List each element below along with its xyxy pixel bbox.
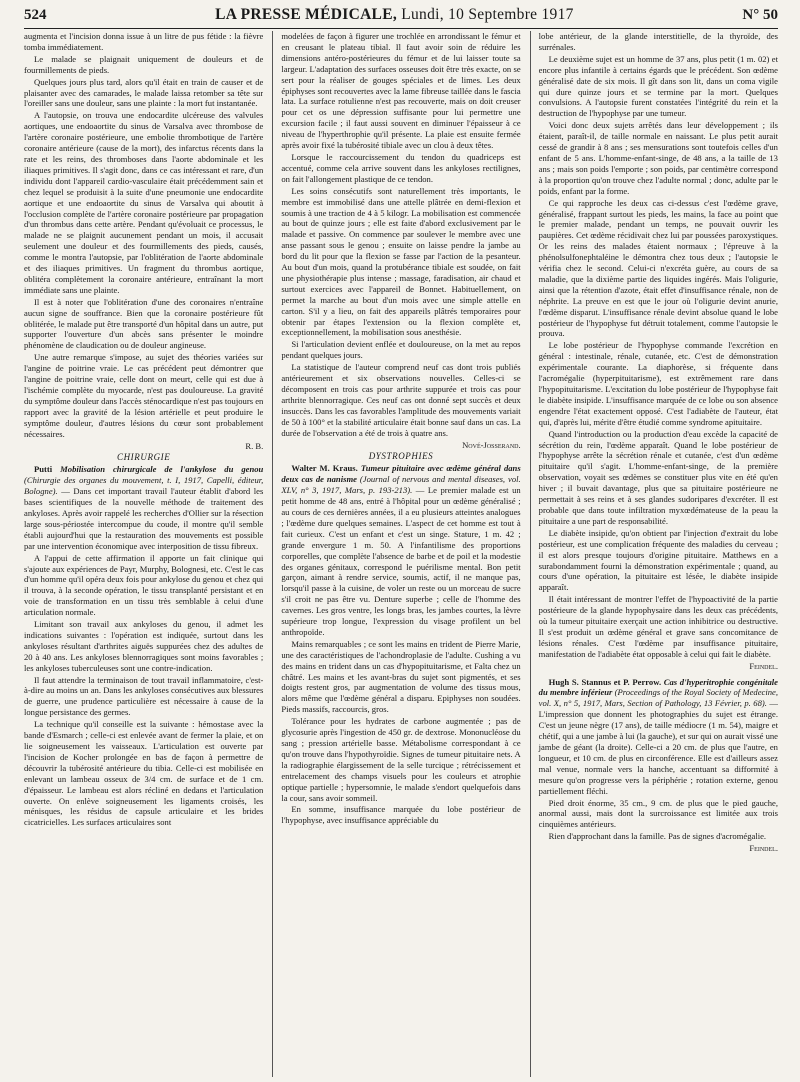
paragraph: modelées de façon à figurer une trochlée en arrondissant le fémur et en creusant le plateau tibial. Il faut avoir soin de réduire les dimensions antéro-postérieures du fémur et de lui laisser toute sa largeur. L'adaptation des surfaces osseuses doit être très exacte, on se sert pour la réaliser de gouges spéciales et de limes. Les deux épiphyses sont recouvertes avec la lame fibreuse taillée dans le fascia lata. La surface rotulienne n'est pas recouverte, mais on doit creuser pour cet os une dépression suffisante pour lui permettre une excursion facile ; il faut aussi souvent en diminuer l'épaisseur à ce niveau de l'hyperthrophie qu'il présente. La plaie est ensuite fermée après avoir fixé la tubérosité tibiale avec un clou à deux têtes. [281,31,521,151]
paragraph: Les soins consécutifs sont naturellement très importants, le membre est immobilisé dans une attelle plâtrée en demi-flexion et soumis à une traction de 4 à 5 kilogr. La mobilisation est commencée au bout de quinze jours ; elle est faite d'abord exclusivement par le malade et passive. On commence par soulever le membre avec une anse passant sous le genou ; ensuite on laisse pendre la jambe au bord du lit pour que la flexion se fasse par l'action de la pesanteur. Au bout d'un mois, quand la protubérance tibiale est soudée, on fait une physiothérapie plus intense ; massage, faradisation, air chaud et surtout exercices avec l'appareil de Bonnet. Habituellement, on permet la marche au bout d'un mois avec une simple attelle en carton. S'il y a lieu, on fait des appareils plâtrés temporaires pour obtenir par étapes l'extension ou la flexion complète et, exceptionnellement, la mobilisation sous anesthésie. [281,185,521,338]
paragraph: Quelques jours plus tard, alors qu'il était en train de causer et de plaisanter avec des camarades, le malade laissa retomber sa tête sur l'oreiller sans une douleur, sans une plainte : la mort fut instantanée. [24,76,264,109]
paragraph: Mains remarquables ; ce sont les mains en trident de Pierre Marie, une des caractéristiques de l'achondroplasie de l'adulte. Cushing a vu des mains en trident dans un cas d'hypopituitarisme, et Falta chez un châtré. Les mains et les avant-bras du sujet sont pigmentés, et ses doigts restent gros, par augmentation de volume des tissus mous, alors même que l'œdème général a disparu. Epiphyses non soudées. Pieds massifs, raccourcis, gros. [281,638,521,715]
paragraph: A l'autopsie, on trouva une endocardite ulcéreuse des valvules aortiques, une endoaortite du sinus de Varsalva avec thrombose de l'artère coronaire postérieure, une embolie thrombotique de l'artère coronaire antérieure (cause de la mort), des infarctus récents dans la rate et les reins, des thromboses dans l'aorte abdominale et les iliaques primitives. Il s'agit donc, dans ce cas intéressant et rare, d'un individu dont l'appareil cardio-vasculaire était précédemment sain et chez lequel se produisit à la suite d'une pneumonie une endocardite aortique et une endoaortite du sinus de Varsalva qui aboutit à l'occlusion complète de l'artère coronaire postérieure par propagation d'un thrombus dans cette artère. Pendant qu'évoluait ce processus, le malade ne se plaignit aucunement pendant un mois, il accusait seulement une douleur et des fourmillements des pieds, causés, comme le montra l'autopsie, par l'oblitération de l'aorte abdominale et des iliaques primitives. Un fragment du thrombus aortique, oblitéra complètement la coronaire antérieure, entraînant la mort immédiate sans une plainte. [24,110,264,295]
paragraph: lobe antérieur, de la glande interstitielle, de la thyroïde, des surrénales. [538,31,778,52]
column-1 [24,31,263,1077]
paragraph: En somme, insuffisance marquée du lobe postérieur de l'hypophyse, avec insuffisance appréciable du [281,804,521,826]
paragraph: Le deuxième sujet est un homme de 37 ans, plus petit (1 m. 02) et encore plus infantile à certains égards que le précédent. Son œdème généralisé date de six mois. Il gît dans son lit, dans un coma vigile qui dure quinze jours et se termine par la mort. Quelques convulsions. A l'autopsie furent constatées l'intégrité du rein et la destruction de l'hypophyse par une tumeur. [538,53,778,119]
running-title [215,6,574,24]
paragraph: La technique qu'il conseille est la suivante : hémostase avec la bande d'Esmarch ; celle-ci est enlevée avant de fermer la plaie, et on lie soigneusement les vaisseaux. L'articulation est ouverte par l'incision de Kocher prolongée en bas de façon à permettre de découvrir la tubérosité antérieure du tibia. Celle-ci est mobilisée en enlevant un lambeau osseux de 3/4 cm. de surface et de 1 cm. d'épaisseur. Le lambeau est alors récliné en dedans et l'articulation ouverte. On enlève soigneusement les ligaments croisés, les ménisques, les résidus de capsule articulaire et les brides cicatricielles. Les surfaces articulaires sont [24,719,264,828]
article-author: Putti [34,464,53,475]
article-heading [539,677,778,797]
author-signature: R. B. [245,440,264,451]
author-signature: Feindel. [749,843,778,854]
paragraph: Ce qui rapproche les deux cas ci-dessus c'est l'œdème grave, généralisé, frappant surtout les pieds, les mains, la face au point que le premier malade, pendant un temps, ne pouvait ouvrir les paupières. Cet œdème récidivait chez lui par poussées paroxystiques. Or les reins des malades étaient normaux ; l'épreuve à la phénolsulfonephtaléine le démontra chez tous deux ; l'autopsie le vérifia chez le second. Celui-ci n'excréta guère, au cours de sa maladie, que la dixième partie des liquides ingérés. Mais l'oligurie, ainsi que la rétention d'azote, était effet d'insuffisance rénale, non de néphrite. La preuve en est que le jour où l'oligurie devint anurie, l'œdème disparut. L'insuffisance rénale devint absolue quand le lobe postérieur de l'hypophyse fut détruit totalement, comme l'autopsie le prouva. [538,197,778,339]
section-heading-chirurgie: CHIRURGIE [116,452,171,463]
paragraph: Tolérance pour les hydrates de carbone augmentée ; pas de glycosurie après l'ingestion de 450 gr. de dextrose. Mononucléose du sang ; pression artérielle basse. Métabolisme correspondant à ce qu'on trouve dans l'hypothyroïdie. Signes de tumeur pituitaire nets. A la radiographie élargissement de la selle turcique ; rétrécissement et entrelacement des champs visuels pour les couleurs et atrophie optique partielle ; hypersomnie, le malade s'endort quelquefois dans la cour, sans avoir sommeil. [281,716,521,803]
text-columns [24,31,778,1077]
paragraph: Pied droit énorme, 35 cm., 9 cm. de plus que le pied gauche, anormal aussi, mais dont la surcroissance est limitée aux trois cinquièmes antérieurs. [538,797,778,830]
issue-number: N° 50 [742,7,778,23]
article-lead: — Dans cet important travail l'auteur établit d'abord les bases scientifiques de la nouvelle méthode de traitement des ankyloses. Après avoir rappelé les recherches d'Ollier sur la résection large sous-périostée intercompue du coude, il montre qu'il semble établi aujourd'hui que la restauration des mouvements est possible par une intervention économique avec interposition de tissu fibreux. [24,486,264,551]
paragraph: Limitant son travail aux ankyloses du genou, il admet les indications suivantes : l'opération est indiquée, surtout dans les ankyloses résultant d'arthrites aiguës suppurées chez des adultes de 20 à 40 ans. Les ankyloses blennorragiques sont moins favorables ; les ankyloses tuberculeuses sont une contre-indication. [24,619,264,673]
article-source: (Proceedings of the Royal Society of Medecine, vol. X, n° 5, 1917, Mars, Section of Pathology, 13 Février, p. 68). [538,687,778,709]
article-lead: — L'impression que donnent les photographies du sujet est étrange. C'est un jeune nègre (17 ans), de taille médiocre (1 m. 54), maigre et chétif, qui a une jambe à lui (la gauche), et sur qui on aurait vissé une jambe de géant (la droite). Celle-ci a 20 cm. de plus que l'autre, en longueur, et 10 cm. de plus en circonférence. Elle est d'ailleurs assez mal venue, normale vers la hanche, accentuant sa difformité à mesure qu'on progresse vers la périphérie ; rotation externe, genou partiellement fléchi. [538,698,778,796]
paragraph: Le diabète insipide, qu'on obtient par l'injection d'extrait du lobe postérieur, est une complication fréquente des maladies du cerveau ; il est alors presque toujours d'origine pituitaire. Matthews en a surabondamment fourni la démonstration expérimentale ; quand, au cours d'une opération, la pituitaire est lésée, le diabète insipide apparaît. [538,527,778,593]
page-header [24,6,778,29]
article-lead: — Le premier malade est un petit homme de 48 ans, entré à l'hôpital pour un œdème généralisé ; au cours de ces dernières années, il a eu plusieurs atteintes analogues ; l'œdème dure quelques semaines. L'aspect de cet homme est tout à fait curieux. C'est un enfant et c'est un singe. Stature, 1 m. 42 ; grande envergure 1 m. 50. A l'infantilisme des proportions corporelles, que complète l'absence de barbe et de poil et la modestie des organes génitaux, correspond le puérilisme mental. Bon petit garçon, aimant à rendre service, soumis, actif, il ne manque pas, lorsqu'il passe à la cuisine, de voler un reste ou un morceau de sucre s'il croit ne pas être vu. Denture superbe ; celle de l'homme des cavernes. Les gros ventre, les longs bras, les jambes courtes, la lèvre supérieure trop longue, l'expression du visage profilent un bel anthropoïde. [281,485,521,637]
article-heading [281,463,520,638]
article-author: Walter M. Kraus. [291,463,358,474]
paragraph: Voici donc deux sujets arrêtés dans leur développement ; ils étaient, paraît-il, de taille normale en naissant. Le plus petit aurait cessé de grandir à 8 ans ; ses mensurations sont toutefois celles d'un enfant de 5 ans. L'homme-enfant-singe, de 48 ans, a la taille de 13 ans ; mais son poids l'emporte ; son poids, par centimètre correspond à la proportion qu'on trouve chez l'adulte normal ; donc, adulte par le poids, enfant par la forme. [538,120,778,196]
paragraph: Lorsque le raccourcissement du tendon du quadriceps est accentué, comme cela arrive souvent dans les ankyloses rectilignes, on fait l'allongement plastique de ce tendon. [281,151,521,184]
page-number: 524 [24,7,47,23]
paragraph: Si l'articulation devient enflée et douloureuse, on la met au repos pendant quelques jours. [281,339,521,361]
author-signature: Nové-Josserand. [462,439,521,450]
article-title: Mobilisation chirurgicale de l'ankylose du genou [60,464,264,475]
paragraph: augmenta et l'incision donna issue à un litre de pus fétide : la fièvre tomba immédiatement. [24,31,264,52]
paragraph: Il était intéressant de montrer l'effet de l'hypoactivité de la partie postérieure de la glande hypophysaire dans les deux cas précédents, où la tumeur pituitaire exerçait une action inhibitrice ou destructive. Il s'est produit un œdème général et grave sans concomitance de lésions rénales. C'est l'œdème par insuffisance pituitaire, manifestation de l'adiabète état opposable à celui qui fait le diabète. [538,594,778,659]
article-source: (Chirurgie des organes du mouvement, t. I, 1917, Capelli, éditeur, Bologne). [24,475,264,497]
paragraph: Une autre remarque s'impose, au sujet des théories variées sur l'angine de poitrine vraie. Le cas précédent peut démontrer que l'angine de poitrine vraie, celle dont on meurt, celle qui est due à l'ischémie complète du myocarde, n'est pas douloureuse. La gravité du symptôme douleur dans l'accès sténocardique n'est pas toujours en rapport avec la gravité de la lésion artérielle et peut produire le symptôme douleur, d'autres lésions du cœur sont probablement nécessaires. [24,352,264,439]
paragraph: Rien d'approchant dans la famille. Pas de signes d'acromégalie. [548,831,767,842]
journal-name: LA PRESSE MÉDICALE, [215,6,398,23]
author-signature: Feindel. [749,660,778,671]
section-heading-dystrophies: DYSTROPHIES [368,451,434,462]
issue-date: Lundi, 10 Septembre 1917 [401,6,574,23]
paragraph: La statistique de l'auteur comprend neuf cas dont trois publiés antérieurement et six observations nouvelles. Celles-ci se décomposent en trois cas pour arthrite suppurée et trois cas pour arthrite blennorragique. Ces neuf cas ont donné sept succès et deux insuccès. Dans les cas favorables l'amplitude des mouvements variait de 50 à 100° et la stabilité articulaire était bonne sauf dans un cas. La durée de l'observation a été de trois à quatre ans. [281,362,521,438]
paragraph: Le malade se plaignait uniquement de douleurs et de fourmillements de pieds. [24,53,264,75]
article-title: Tumeur pituitaire avec œdème général dans deux cas de nanisme [281,463,521,485]
paragraph: A l'appui de cette affirmation il apporte un fait clinique qui s'ajoute aux expériences de Payr, Murphy, Bolognesi, etc. C'est le cas d'un homme qu'il opéra deux fois pour ankylose du genou et chez qui il trouva, à la seconde opération, le tissu transplanté persistant et en voie de transformation en un tissu très semblable à celui d'une articulation normale. [24,552,264,618]
paragraph: Il faut attendre la terminaison de tout travail inflammatoire, c'est-à-dire au moins un an. Dans les ankyloses consécutives aux blessures de guerre, une prudence particulière est nécessaire à cause de la longue persistance des germes. [24,674,264,718]
article-heading [24,464,263,551]
article-source: (Journal of nervous and mental diseases, vol. XLV, n° 3, 1917, Mars, p. 193-213). [281,474,521,496]
column-2 [272,31,520,1077]
paragraph: Quand l'introduction ou la production d'eau excède la capacité de sécrétion du rein, l'œdème apparaît. Quand le lobe postérieur de l'hypophyse arrête la sécrétion rénale et cutanée, c'est d'un œdème pituitaire qu'il s'agit. L'homme-enfant-singe, de la première observation, voyait ses œdèmes se constituer plus vite en été qu'en hiver ; il buvait davantage, plus que sa pituitaire postérieure ne permettait à ses reins et à ses glandes sudoripares d'excréter. Il est probable que dans toute infiltration myxœdémateuse de la peau la pituitaire a une part de responsabilité. [538,428,778,526]
column-3 [530,31,778,1077]
paragraph: Le lobe postérieur de l'hypophyse commande l'excrétion en général : intestinale, rénale, cutanée, etc. C'est de démonstration expérimentale courante. La diaphorèse, si fréquente dans l'acromégalie (hyperpituitarisme), est extrêmement rare dans l'hypopituitarisme. L'excitation du lobe postérieur de l'hypophyse fait le diabète insipide. L'insuffisance marquée de ce lobe ou son absence engendre l'état exactement opposé. C'est l'adiabète de l'auteur, état qui, d'après lui, mérite d'être étudié comme syndrome apituitaire. [538,340,778,427]
article-author: Hugh S. Stannus et P. Perrow. [548,676,662,687]
article-title: Cas d'hyperitrophie congénitale du membre inférieur [538,676,778,698]
paragraph: Il est à noter que l'oblitération d'une des coronaires n'entraîne aucun signe de souffrance. Bien que la coronaire postérieure fût oblitérée, le malade put être transporté d'un hôpital dans un autre, put supporter l'ouverture d'un abcès sans présenter le moindre phénomène de claudication ou de douleur angineuse. [24,296,264,351]
